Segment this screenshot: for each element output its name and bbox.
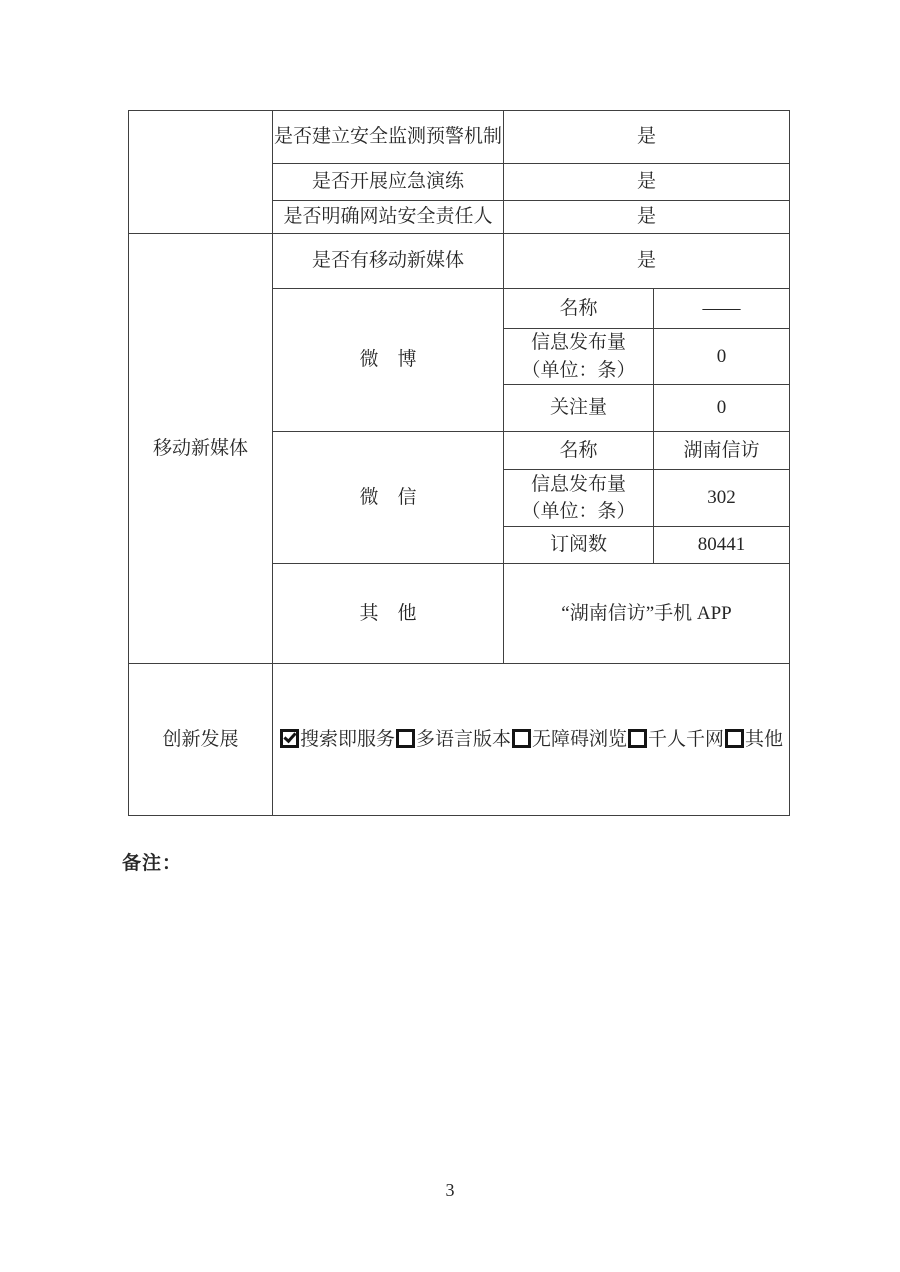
security-officer-label: 是否明确网站安全责任人	[273, 201, 504, 234]
wechat-name-label: 名称	[504, 432, 654, 470]
notes-label: 备注：	[122, 853, 183, 874]
checkbox-personalized-web-icon	[628, 729, 647, 748]
weibo-posts-label-line2: （单位：条）	[521, 359, 636, 381]
emergency-drill-label: 是否开展应急演练	[273, 164, 504, 201]
wechat-subscribers-value: 80441	[654, 527, 790, 564]
has-mobile-media-label: 是否有移动新媒体	[273, 234, 504, 289]
table-row	[129, 111, 790, 164]
has-mobile-media-value: 是	[504, 234, 790, 289]
innovation-option	[724, 726, 783, 754]
category-cell-innovation: 创新发展	[129, 664, 273, 816]
security-officer-value: 是	[504, 201, 790, 234]
weibo-posts-label	[504, 329, 654, 385]
checkbox-accessibility-icon	[512, 729, 531, 748]
weibo-followers-value: 0	[654, 385, 790, 432]
annual-report-table	[128, 110, 790, 816]
wechat-posts-label-line2: （单位：条）	[521, 501, 636, 523]
table-row	[129, 234, 790, 289]
innovation-option	[511, 726, 627, 754]
weibo-cell: 微 博	[273, 289, 504, 432]
wechat-cell: 微 信	[273, 432, 504, 564]
innovation-option-label: 多语言版本	[415, 728, 511, 750]
wechat-subscribers-label: 订阅数	[504, 527, 654, 564]
weibo-name-label: 名称	[504, 289, 654, 329]
other-media-value: “湖南信访”手机 APP	[504, 564, 790, 664]
wechat-posts-label	[504, 470, 654, 527]
checkbox-other-icon	[725, 729, 744, 748]
innovation-option	[279, 726, 395, 754]
security-monitor-value: 是	[504, 111, 790, 164]
category-cell-blank	[129, 111, 273, 234]
checkbox-multilingual-icon	[396, 729, 415, 748]
innovation-option	[395, 726, 511, 754]
innovation-options-cell	[273, 664, 790, 816]
weibo-followers-label: 关注量	[504, 385, 654, 432]
category-cell-mobile-media: 移动新媒体	[129, 234, 273, 664]
weibo-name-value: ——	[654, 289, 790, 329]
innovation-option-label: 其他	[745, 728, 784, 750]
checkbox-search-service-icon	[280, 729, 299, 748]
innovation-option-label: 搜索即服务	[299, 728, 395, 750]
table-row	[129, 664, 790, 816]
wechat-name-value: 湖南信访	[654, 432, 790, 470]
emergency-drill-value: 是	[504, 164, 790, 201]
weibo-posts-value: 0	[654, 329, 790, 385]
page-number: 3	[445, 1180, 455, 1200]
other-media-label: 其 他	[273, 564, 504, 664]
innovation-option-label: 千人千网	[648, 728, 725, 750]
wechat-posts-label-line1: 信息发布量	[530, 473, 626, 495]
innovation-option	[627, 726, 724, 754]
innovation-option-label: 无障碍浏览	[532, 728, 628, 750]
wechat-posts-value: 302	[654, 470, 790, 527]
weibo-posts-label-line1: 信息发布量	[530, 332, 626, 353]
security-monitor-label: 是否建立安全监测预警机制	[273, 111, 504, 164]
